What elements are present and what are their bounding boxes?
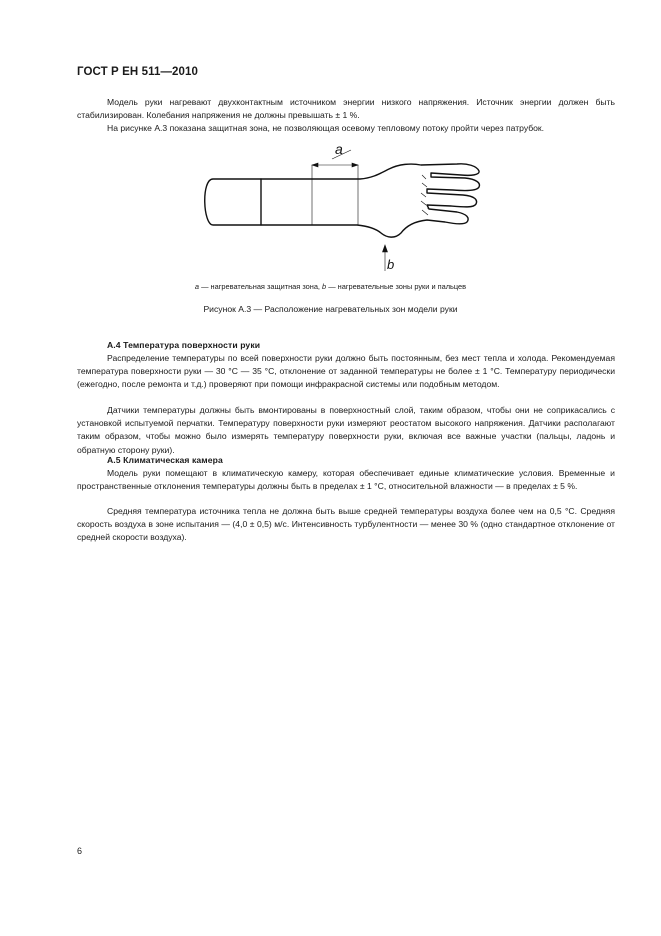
hand-outline bbox=[205, 164, 480, 237]
page-number: 6 bbox=[77, 846, 83, 856]
section-a5-paragraph-1: Модель руки помещают в климатическую камеру, которая обеспечивает единые климатические условия. Временные и пространственные отклонения температуры должны быть в пределах ± 1 °С, относительной влажности — в пределах ± 5 %. bbox=[77, 468, 615, 492]
figure-label-a: a bbox=[335, 141, 343, 157]
legend-symbol-b: b bbox=[322, 282, 327, 291]
hand-model-figure bbox=[195, 135, 495, 275]
legend-text-b: — нагревательные зоны руки и пальцев bbox=[326, 282, 467, 291]
figure-label-b: b bbox=[387, 257, 395, 272]
legend-text-a: — нагревательная защитная зона, bbox=[199, 282, 323, 291]
finger-zone-ticks bbox=[421, 175, 428, 215]
section-a5-heading: А.5 Климатическая камера bbox=[107, 455, 223, 465]
paragraph-power-source: Модель руки нагревают двухконтактным источником энергии низкого напряжения. Источник энергии должен быть стабилизирован. Колебания напряжения не должны превышать ± 1 %. bbox=[77, 97, 615, 121]
section-a4-heading: А.4 Температура поверхности руки bbox=[107, 340, 261, 350]
section-a5-paragraph-2: Средняя температура источника тепла не должна быть выше средней температуры воздуха более чем на 0,5 °С. Средняя скорость воздуха в зоне испытания — (4,0 ± 0,5) м/с. Интенсивность турбулентности — менее 30 % (одно стандартное отклонение от средней скорости воздуха). bbox=[77, 506, 615, 543]
figure-legend bbox=[0, 282, 661, 291]
section-a4-paragraph-1: Распределение температуры по всей поверхности руки должно быть постоянным, без мест тепла и холода. Рекомендуемая температура поверхности руки — 30 °С — 35 °С, отклонение от заданной температуры не более ± 1 °С. Температуру периодически (ежегодно, после ремонта и т.д.) проверяют при помощи инфракрасной системы или подобным методом. bbox=[77, 353, 615, 390]
section-a4-paragraph-2: Датчики температуры должны быть вмонтированы в поверхностный слой, таким образом, чтобы они не соприкасались с установкой испытуемой перчатки. Температуру поверхности руки измеряют реостатом высокого напряжения. Датчики располагают таким образом, чтобы можно было измерять температуру поверхности руки, включая все важные участки (пальцы, ладонь и обратную сторону руки). bbox=[77, 405, 615, 455]
document-header: ГОСТ Р ЕН 511—2010 bbox=[77, 66, 199, 78]
legend-symbol-a: a bbox=[194, 282, 200, 291]
paragraph-figure-intro: На рисунке А.3 показана защитная зона, не позволяющая осевому тепловому потоку пройти через патрубок. bbox=[107, 123, 545, 133]
figure-caption: Рисунок А.3 — Расположение нагревательных зон модели руки bbox=[203, 304, 458, 314]
